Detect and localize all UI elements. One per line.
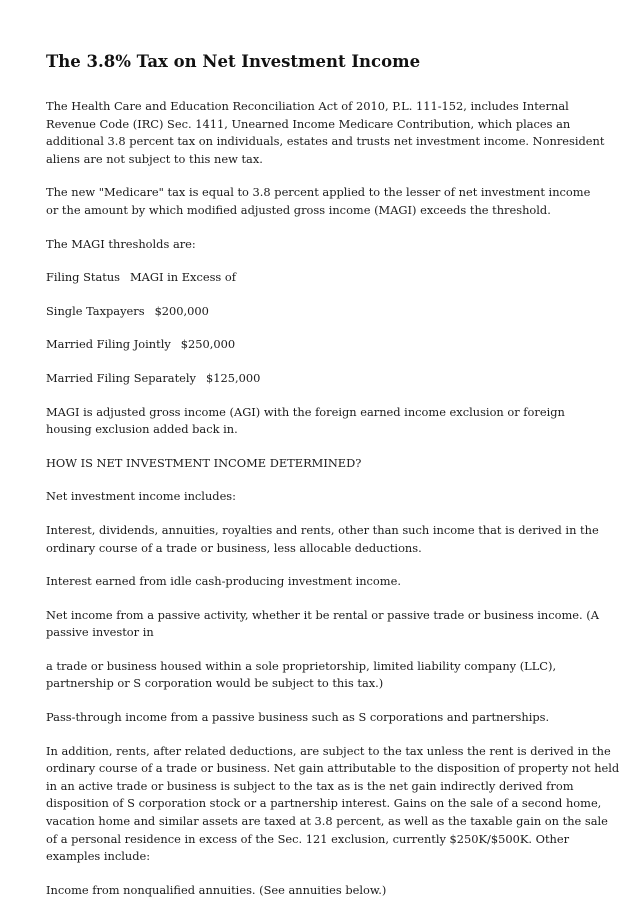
threshold-row-status: Married Filing Jointly	[46, 337, 171, 352]
income-item-passive-continued: a trade or business housed within a sole proprietorship, limited liability company (LLC), partnership or S corporation would be subject to this tax.)	[46, 658, 557, 691]
income-item-pass-through: Pass-through income from a passive business such as S corporations and partnerships.	[46, 710, 550, 725]
medicare-tax-paragraph: The new "Medicare" tax is equal to 3.8 percent applied to the lesser of net investment income or the amount by which modified adjusted gross income (MAGI) exceeds the threshold.	[46, 185, 591, 217]
document-page	[46, 52, 620, 915]
thresholds-intro: The MAGI thresholds are:	[46, 236, 196, 251]
threshold-row-status: Single Taxpayers	[46, 303, 145, 318]
threshold-row-joint	[46, 336, 606, 354]
threshold-row-separate	[46, 370, 606, 388]
threshold-header-amount: MAGI in Excess of	[130, 270, 236, 285]
threshold-row-single	[46, 303, 606, 321]
intro-paragraph: The Health Care and Education Reconciliation Act of 2010, P.L. 111-152, includes Internal Revenue Code (IRC) Sec. 1411, Unearned Income Medicare Contribution, which places an additional 3.8 percent tax on individuals, estates and trusts net investment income. Nonresident aliens are not subject to this new tax.	[46, 99, 605, 166]
includes-intro: Net investment income includes:	[46, 489, 236, 504]
magi-definition-paragraph: MAGI is adjusted gross income (AGI) with the foreign earned income exclusion or foreign housing exclusion added back in.	[46, 404, 565, 437]
page-title: The 3.8% Tax on Net Investment Income	[46, 52, 421, 71]
threshold-row-amount: $200,000	[154, 303, 209, 318]
income-item-idle-cash: Interest earned from idle cash-producing investment income.	[46, 574, 401, 589]
rents-gains-paragraph: In addition, rents, after related deductions, are subject to the tax unless the rent is derived in the ordinary course of a trade or business. Net gain attributable to the disposition of property not held in an active trade or business is subject to the tax as is the net gain indirectly derived from disposition of S corporation stock or a partnership interest. Gains on the sale of a second home, vacation home and similar assets are taxed at 3.8 percent, as well as the taxable gain on the sale of a personal residence in excess of the Sec. 121 exclusion, currently $250K/$500K. Other examples include:	[46, 743, 620, 864]
income-item-annuities: Income from nonqualified annuities. (See annuities below.)	[46, 882, 387, 897]
threshold-row-amount: $125,000	[205, 370, 261, 385]
threshold-header-status: Filing Status	[46, 270, 121, 285]
income-item-passive-activity: Net income from a passive activity, whether it be rental or passive trade or business income. (A passive investor in	[46, 607, 599, 640]
threshold-header-row	[46, 269, 606, 287]
income-item-interest-dividends: Interest, dividends, annuities, royalties and rents, other than such income that is derived in the ordinary course of a trade or business, less allocable deductions.	[46, 522, 599, 555]
section-heading: HOW IS NET INVESTMENT INCOME DETERMINED?	[46, 455, 362, 470]
threshold-row-status: Married Filing Separately	[46, 370, 196, 385]
threshold-row-amount: $250,000	[180, 337, 236, 352]
